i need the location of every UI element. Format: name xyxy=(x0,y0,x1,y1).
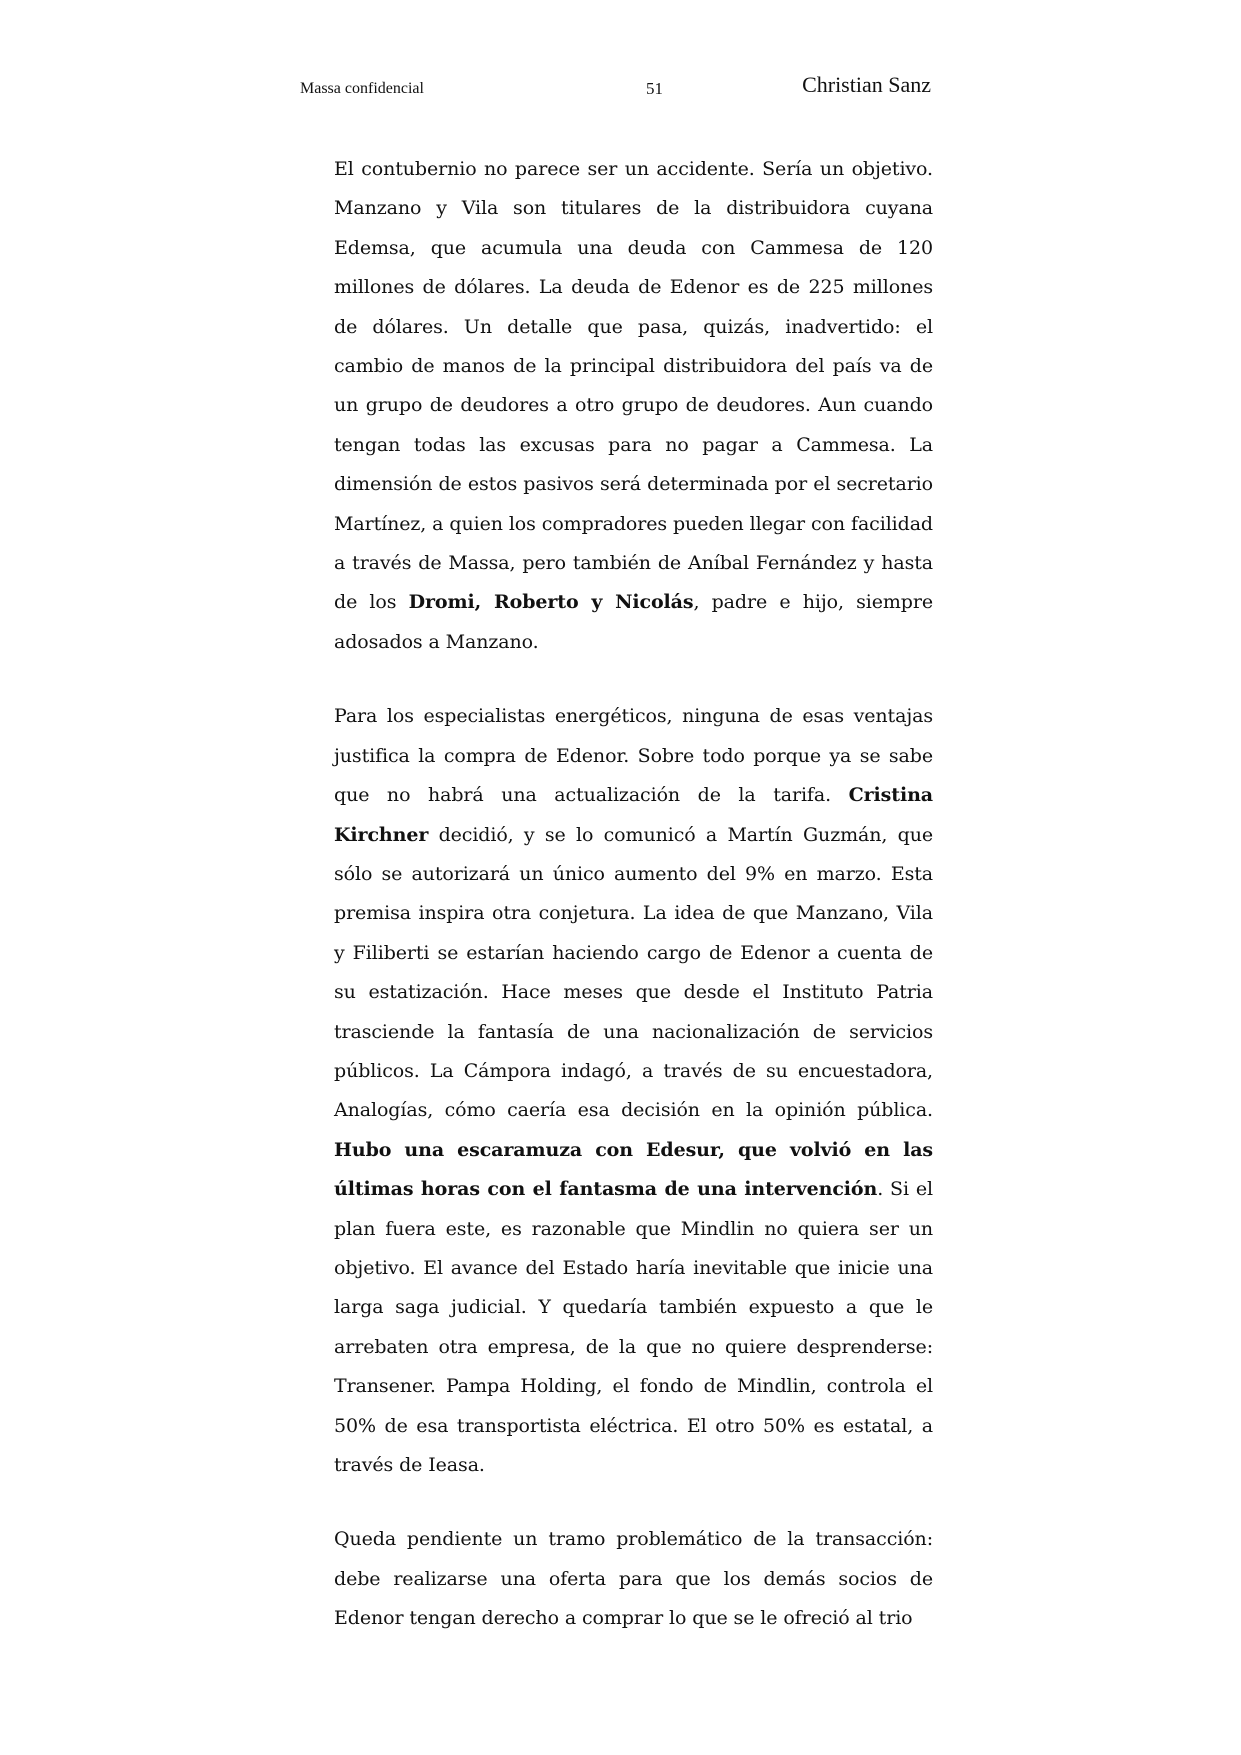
text-segment: Queda pendiente un tramo problemático de la transacción: debe realizarse una oferta para que los demás socios de Edenor tengan derecho a comprar lo que se le ofreció al trio xyxy=(334,1528,933,1630)
author-name: Christian Sanz xyxy=(802,72,931,97)
text-segment: , padre e hijo, siempre adosados a Manzano. xyxy=(334,591,933,653)
page-header xyxy=(300,64,931,104)
text-segment: El contubernio no parece ser un accidente. Sería un objetivo. Manzano y Vila son titulares de la distribuidora cuyana Edemsa, que acumula una deuda con Cammesa de 120 millones de dólares. La deuda de Edenor es de 225 millones de dólares. Un detalle que pasa, quizás, inadvertido: el cambio de manos de la principal distribuidora del país va de un grupo de deudores a otro grupo de deudores. Aun cuando tengan todas las excusas para no pagar a Cammesa. La dimensión de estos pasivos será determinada por el secretario Martínez, a quien los compradores pueden llegar con facilidad a través de Massa, pero también de Aníbal Fernández y hasta de los xyxy=(334,158,933,614)
text-segment: decidió, y se lo comunicó a Martín Guzmán, que sólo se autorizará un único aumento del 9% en marzo. Esta premisa inspira otra conjetura. La idea de que Manzano, Vila y Filiberti se estarían haciendo cargo de Edenor a cuenta de su estatización. Hace meses que desde el Instituto Patria trasciende la fantasía de una nacionalización de servicios públicos. La Cámpora indagó, a través de su encuestadora, Analogías, cómo caería esa decisión en la opinión pública. xyxy=(334,823,933,1122)
paragraph xyxy=(334,150,933,662)
paragraph xyxy=(334,1520,933,1638)
bold-text-segment: Hubo una escaramuza con Edesur, que volvió en las últimas horas con el fantasma de una intervención xyxy=(334,1138,933,1201)
text-segment: Para los especialistas energéticos, ninguna de esas ventajas justifica la compra de Edenor. Sobre todo porque ya se sabe que no habrá una actualización de la tarifa. xyxy=(334,705,933,807)
paragraph xyxy=(334,697,933,1485)
bold-text-segment: Dromi, Roberto y Nicolás xyxy=(408,591,694,614)
bold-text-segment: Cristina Kirchner xyxy=(334,784,933,846)
page-number: 51 xyxy=(646,79,663,98)
text-segment: . Si el plan fuera este, es razonable que Mindlin no quiera ser un objetivo. El avance del Estado haría inevitable que inicie una larga saga judicial. Y quedaría también expuesto a que le arrebaten otra empresa, de la que no quiere desprenderse: Transener. Pampa Holding, el fondo de Mindlin, controla el 50% de esa transportista eléctrica. El otro 50% es estatal, a través de Ieasa. xyxy=(334,1178,933,1476)
book-title: Massa confidencial xyxy=(300,80,424,97)
body-text xyxy=(334,150,933,1674)
